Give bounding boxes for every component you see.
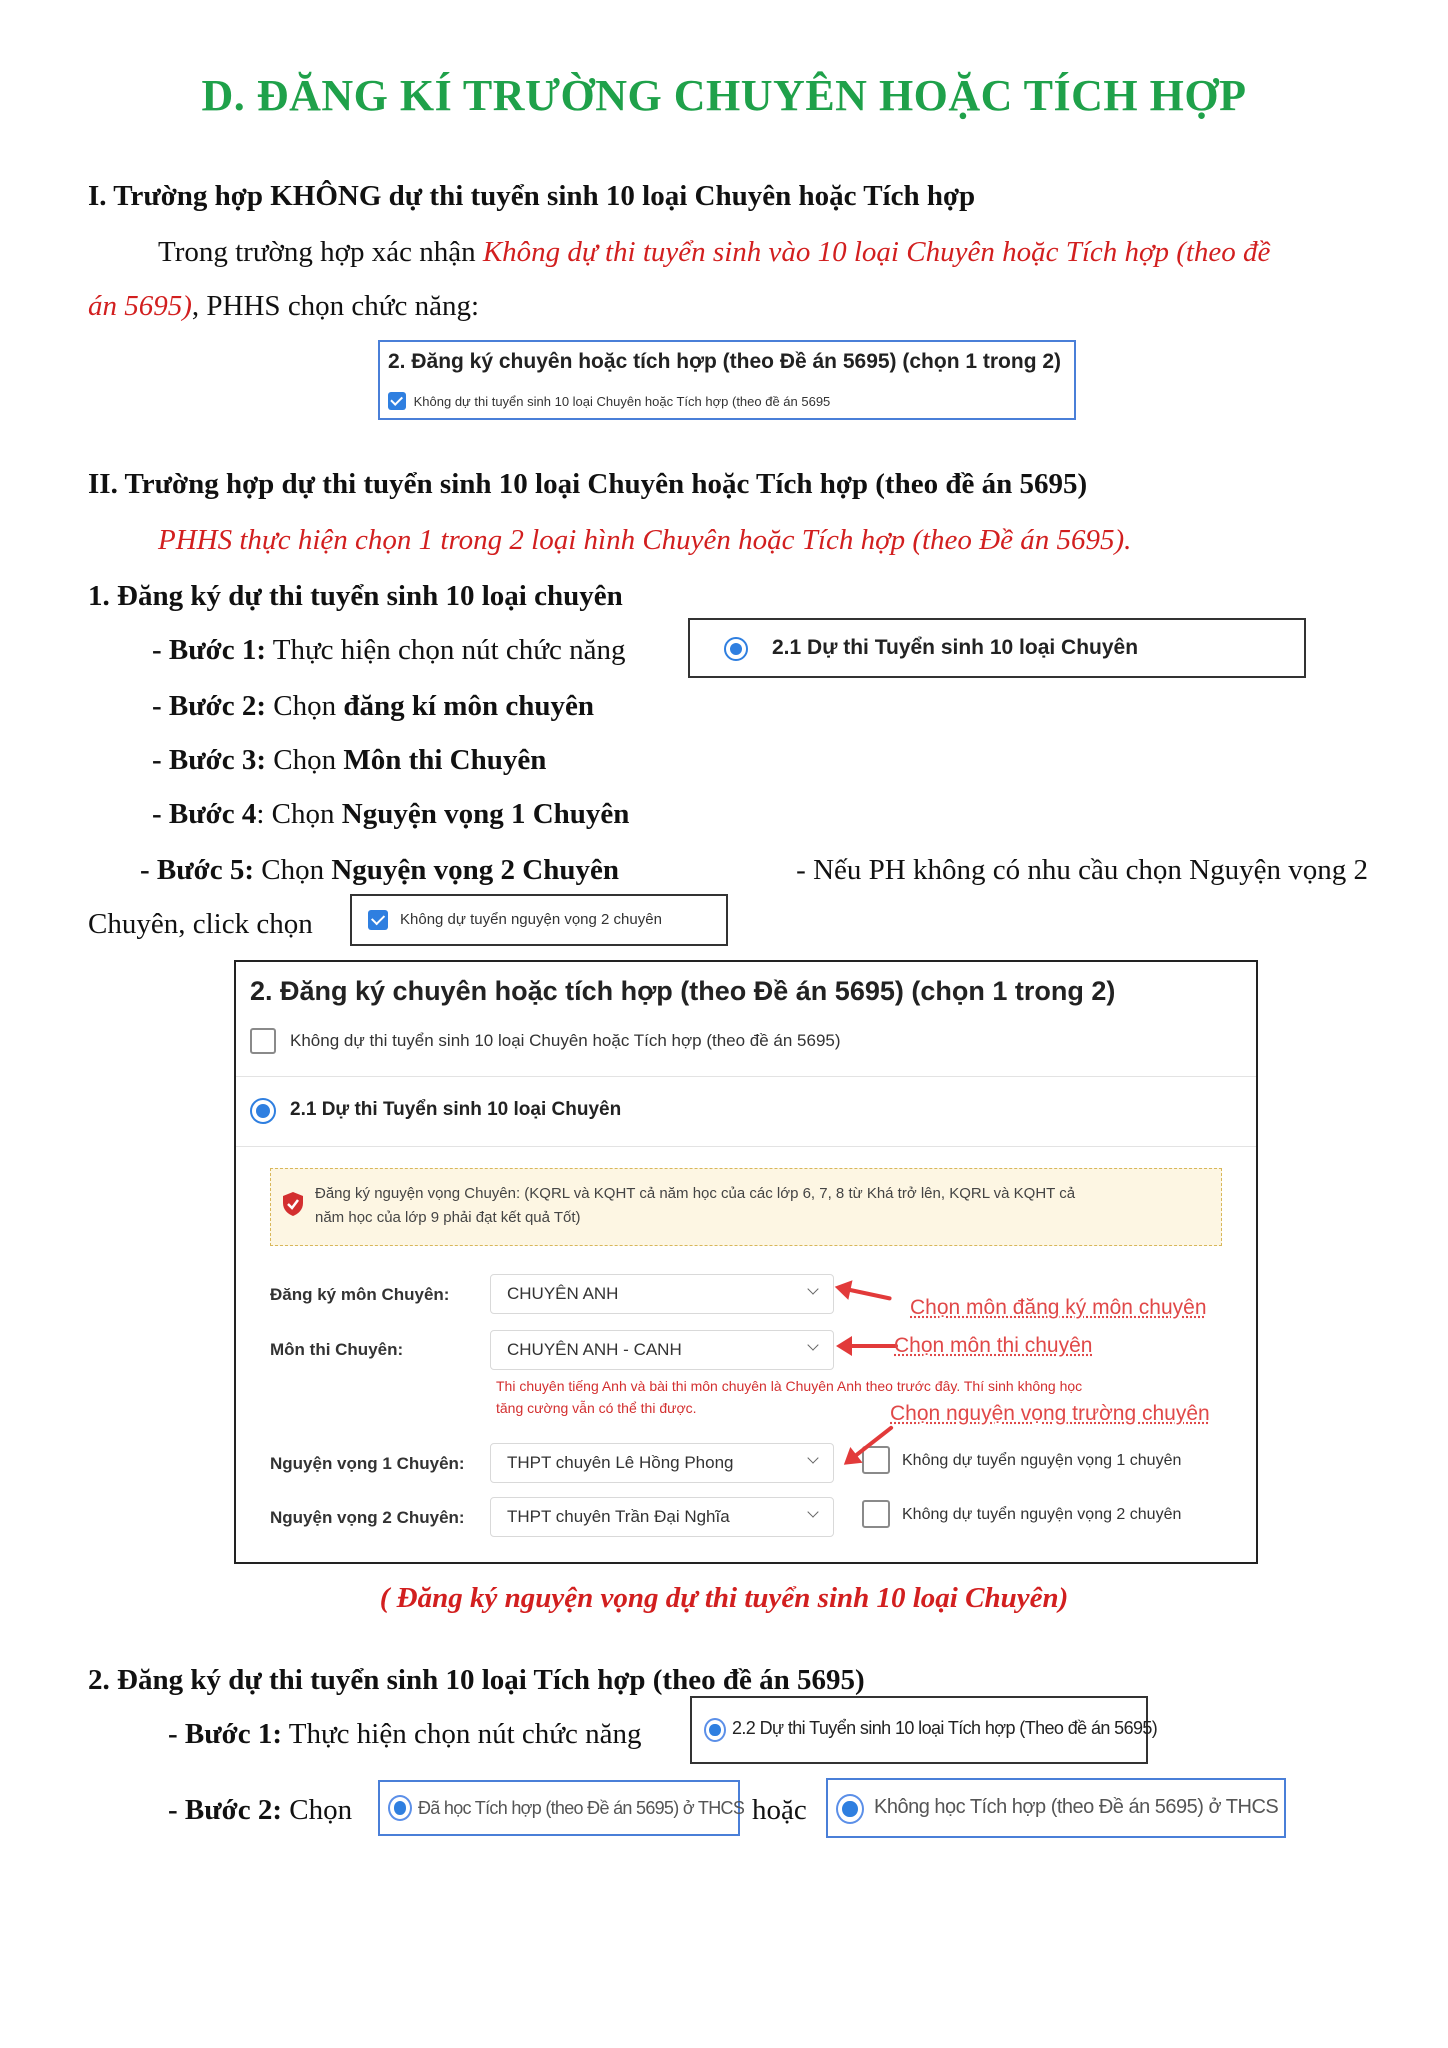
chuyen-radio-screenshot bbox=[688, 618, 1306, 678]
step-text: Chọn bbox=[282, 1794, 353, 1826]
annotation-arrow bbox=[848, 1344, 898, 1348]
chevron-down-icon bbox=[809, 1285, 819, 1295]
nv2-checkbox-screenshot bbox=[350, 894, 728, 946]
subject-select[interactable] bbox=[490, 1274, 834, 1314]
eligibility-notice bbox=[270, 1168, 1222, 1246]
option-no-exam-label: Không dự thi tuyển sinh 10 loại Chuyên hoặc Tích hợp (theo đề án 5695) bbox=[290, 1031, 841, 1050]
step-label: - Bước 2: bbox=[168, 1794, 282, 1826]
select-value: THPT chuyên Lê Hồng Phong bbox=[507, 1453, 734, 1472]
divider bbox=[236, 1146, 1256, 1147]
chevron-down-icon bbox=[809, 1454, 819, 1464]
checked-checkbox-icon[interactable] bbox=[388, 392, 406, 410]
step-text: : Chọn bbox=[256, 798, 342, 830]
exam-hint-line2: tăng cường vẫn có thể thi được. bbox=[496, 1400, 697, 1416]
sub1-step5 bbox=[140, 854, 1368, 887]
step-label: - Bước 1: bbox=[168, 1718, 282, 1750]
nv2-skip-label: Không dự tuyển nguyện vọng 2 chuyên bbox=[902, 1506, 1182, 1523]
paragraph-text: Trong trường hợp xác nhận bbox=[158, 236, 483, 268]
function-screenshot bbox=[378, 340, 1076, 420]
annotation-arrow bbox=[846, 1287, 892, 1300]
checked-checkbox-icon[interactable] bbox=[368, 910, 388, 930]
section-1-paragraph-line1 bbox=[158, 236, 1270, 269]
exam-hint-line1: Thi chuyên tiếng Anh và bài thi môn chuyên là Chuyên Anh theo trước đây. Thí sinh không học bbox=[496, 1378, 1083, 1394]
step-emphasis: đăng kí môn chuyên bbox=[343, 690, 594, 722]
unchecked-checkbox-icon[interactable] bbox=[250, 1028, 276, 1054]
chuyen-registration-form-screenshot bbox=[234, 960, 1258, 1564]
step-emphasis: Môn thi Chuyên bbox=[343, 744, 547, 776]
sub1-step4 bbox=[152, 798, 629, 831]
paragraph-emphasis: Không dự thi tuyển sinh vào 10 loại Chuyên hoặc Tích hợp (theo đề bbox=[482, 236, 1271, 268]
radio-selected-icon[interactable] bbox=[250, 1098, 276, 1124]
sub1-step1 bbox=[152, 634, 625, 667]
annotation-exam-subject: Chọn môn thi chuyên bbox=[894, 1334, 1093, 1357]
subject-label: Đăng ký môn Chuyên: bbox=[270, 1285, 450, 1304]
nv2-label: Nguyện vọng 2 Chuyên: bbox=[270, 1508, 465, 1527]
step-emphasis: Nguyện vọng 2 Chuyên bbox=[331, 854, 619, 886]
radio-selected-icon[interactable] bbox=[724, 637, 748, 661]
radio-label: 2.1 Dự thi Tuyển sinh 10 loại Chuyên bbox=[772, 636, 1139, 659]
radio-label: 2.2 Dự thi Tuyển sinh 10 loại Tích hợp (Theo đề án 5695) bbox=[732, 1718, 1158, 1738]
step-emphasis: Nguyện vọng 1 Chuyên bbox=[341, 798, 630, 830]
unchecked-checkbox-icon[interactable] bbox=[862, 1446, 890, 1474]
paragraph-emphasis: án 5695) bbox=[88, 290, 192, 322]
step-text: - Nếu PH không có nhu cầu chọn Nguyện vọng 2 bbox=[796, 854, 1368, 886]
sub1-step5-line2: Chuyên, click chọn bbox=[88, 908, 313, 940]
subsection-1-heading: 1. Đăng ký dự thi tuyển sinh 10 loại chuyên bbox=[88, 580, 623, 612]
option-chuyen-label: 2.1 Dự thi Tuyển sinh 10 loại Chuyên bbox=[290, 1099, 622, 1120]
section-2-note: PHHS thực hiện chọn 1 trong 2 loại hình Chuyên hoặc Tích hợp (theo Đề án 5695). bbox=[158, 524, 1132, 556]
or-text: hoặc bbox=[752, 1794, 807, 1826]
step-text: Chọn bbox=[266, 744, 344, 776]
checkbox-label: Không dự tuyển nguyện vọng 2 chuyên bbox=[400, 911, 662, 928]
nv1-skip-label: Không dự tuyển nguyện vọng 1 chuyên bbox=[902, 1452, 1182, 1469]
step-label: - Bước 2: bbox=[152, 690, 266, 722]
radio-selected-icon[interactable] bbox=[836, 1794, 864, 1824]
subsection-2-heading: 2. Đăng ký dự thi tuyển sinh 10 loại Tích hợp (theo đề án 5695) bbox=[88, 1664, 865, 1696]
step-text: Thực hiện chọn nút chức năng bbox=[266, 634, 626, 666]
paragraph-text: , PHHS chọn chức năng: bbox=[191, 290, 480, 322]
select-value: CHUYÊN ANH bbox=[507, 1284, 619, 1303]
option-label: Không học Tích hợp (theo Đề án 5695) ở THCS bbox=[874, 1796, 1279, 1818]
step-text: Chọn bbox=[254, 854, 332, 886]
nv2-select[interactable] bbox=[490, 1497, 834, 1537]
sub2-step1 bbox=[168, 1718, 641, 1751]
notice-text-line1: Đăng ký nguyện vọng Chuyên: (KQRL và KQHT cả năm học của các lớp 6, 7, 8 từ Khá trở lên, KQRL và KQHT cả bbox=[315, 1185, 1076, 1202]
option-integrated-studied[interactable] bbox=[378, 1780, 745, 1836]
form-title: 2. Đăng ký chuyên hoặc tích hợp (theo Đề án 5695) (chọn 1 trong 2) bbox=[250, 976, 1116, 1006]
section-1-paragraph-line2 bbox=[88, 290, 479, 323]
tichhop-radio-screenshot bbox=[690, 1696, 1158, 1764]
step-text: Chọn bbox=[266, 690, 344, 722]
sub1-step3 bbox=[152, 744, 546, 777]
chevron-down-icon bbox=[809, 1341, 819, 1351]
page-title: D. ĐĂNG KÍ TRƯỜNG CHUYÊN HOẶC TÍCH HỢP bbox=[201, 71, 1247, 120]
step-label: - Bước 5: bbox=[140, 854, 254, 886]
option-label: Đã học Tích hợp (theo Đề án 5695) ở THCS bbox=[418, 1798, 745, 1818]
screenshot-checkbox-row[interactable] bbox=[388, 392, 830, 410]
figure-caption: ( Đăng ký nguyện vọng dự thi tuyển sinh 10 loại Chuyên) bbox=[379, 1582, 1069, 1614]
step-text: Thực hiện chọn nút chức năng bbox=[282, 1718, 642, 1750]
option-integrated-not-studied[interactable] bbox=[826, 1778, 1286, 1838]
sub2-step2 bbox=[168, 1794, 352, 1827]
select-value: CHUYÊN ANH - CANH bbox=[507, 1340, 682, 1359]
radio-selected-icon[interactable] bbox=[704, 1718, 726, 1742]
nv1-select[interactable] bbox=[490, 1443, 834, 1483]
step-label: - Bước 4 bbox=[152, 798, 257, 830]
select-value: THPT chuyên Trần Đại Nghĩa bbox=[507, 1507, 730, 1526]
notice-text-line2: năm học của lớp 9 phải đạt kết quả Tốt) bbox=[315, 1209, 581, 1226]
annotation-subject: Chọn môn đăng ký môn chuyên bbox=[910, 1296, 1207, 1319]
shield-check-icon bbox=[281, 1191, 305, 1217]
step-label: - Bước 1: bbox=[152, 634, 266, 666]
section-2-heading: II. Trường hợp dự thi tuyển sinh 10 loại Chuyên hoặc Tích hợp (theo đề án 5695) bbox=[88, 468, 1088, 500]
chevron-down-icon bbox=[809, 1508, 819, 1518]
exam-subject-select[interactable] bbox=[490, 1330, 834, 1370]
nv1-label: Nguyện vọng 1 Chuyên: bbox=[270, 1454, 465, 1473]
unchecked-checkbox-icon[interactable] bbox=[862, 1500, 890, 1528]
annotation-school: Chọn nguyện vọng trường chuyên bbox=[890, 1402, 1210, 1425]
checkbox-label: Không dự thi tuyển sinh 10 loại Chuyên hoặc Tích hợp (theo đề án 5695 bbox=[413, 393, 831, 409]
radio-selected-icon[interactable] bbox=[388, 1795, 412, 1821]
screenshot-title: 2. Đăng ký chuyên hoặc tích hợp (theo Đề án 5695) (chọn 1 trong 2) bbox=[388, 350, 1062, 373]
exam-subject-label: Môn thi Chuyên: bbox=[270, 1340, 404, 1359]
sub1-step2 bbox=[152, 690, 594, 723]
section-1-heading: I. Trường hợp KHÔNG dự thi tuyển sinh 10 loại Chuyên hoặc Tích hợp bbox=[88, 180, 976, 212]
step-label: - Bước 3: bbox=[152, 744, 266, 776]
divider bbox=[236, 1076, 1256, 1077]
